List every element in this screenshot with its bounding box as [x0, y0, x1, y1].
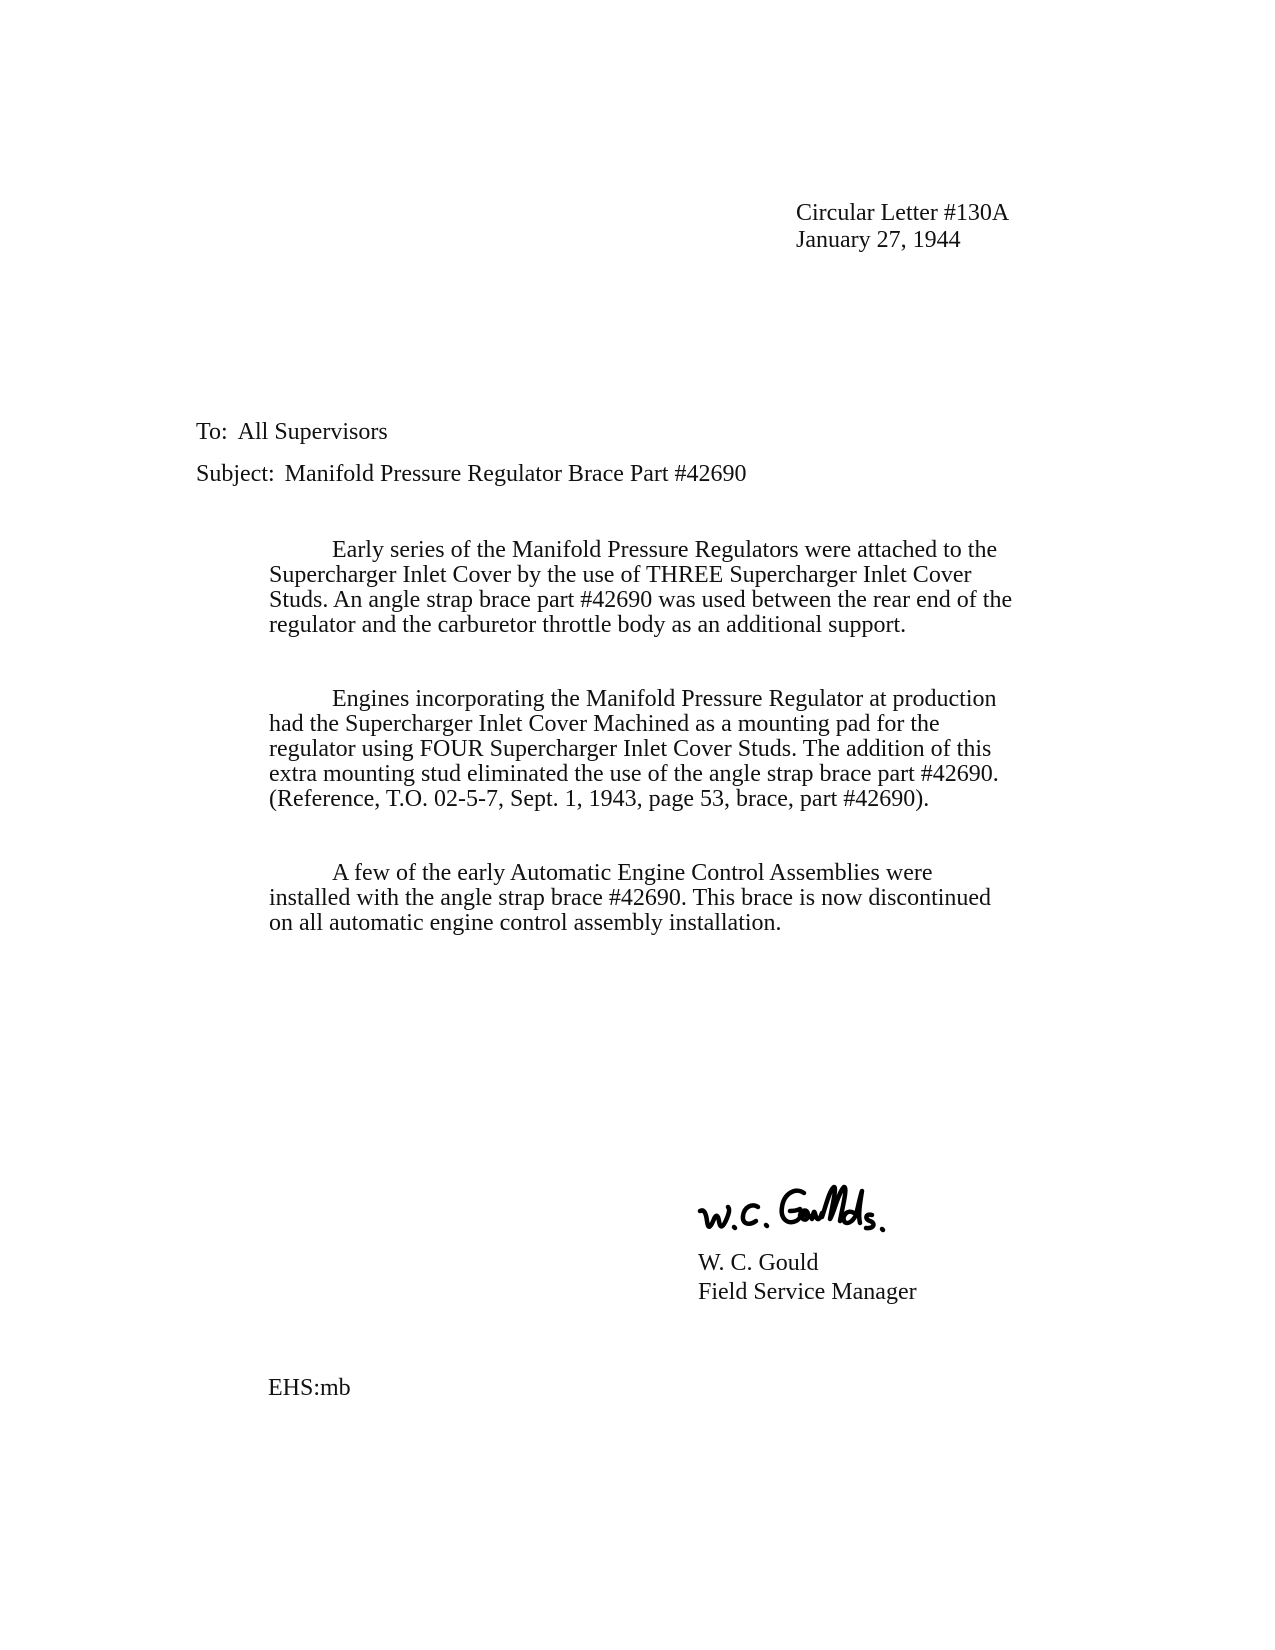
signer-block — [698, 1249, 917, 1307]
signer-name: W. C. Gould — [698, 1250, 819, 1276]
to-label: To: — [196, 419, 228, 445]
subject-label: Subject: — [196, 461, 275, 487]
signer-title: Field Service Manager — [698, 1279, 917, 1305]
body-paragraph-2: Engines incorporating the Manifold Pressure Regulator at production had the Supercharger Inlet Cover Machined as a mounting pad for the regulator using FOUR Supercharger Inlet Cover Studs. The addition of this extra mounting stud eliminated the use of the angle strap brace part #42690. (Reference, T.O. 02-5-7, Sept. 1, 1943, page 53, brace, part #42690). — [269, 686, 999, 812]
subject-value: Manifold Pressure Regulator Brace Part #42690 — [284, 461, 747, 487]
to-line — [196, 419, 388, 446]
letter-number: Circular Letter #130A — [796, 200, 1010, 226]
body-paragraph-3: A few of the early Automatic Engine Control Assemblies were installed with the angle strap brace #42690. This brace is now discontinued on all automatic engine control assembly installation. — [269, 860, 992, 936]
handwritten-signature — [696, 1183, 916, 1243]
to-value: All Supervisors — [237, 419, 388, 445]
typist-initials: EHS:mb — [268, 1375, 351, 1401]
letter-header — [796, 200, 1009, 254]
letter-date: January 27, 1944 — [796, 227, 961, 253]
subject-line — [196, 461, 747, 488]
body-paragraph-1: Early series of the Manifold Pressure Regulators were attached to the Supercharger Inlet Cover by the use of THREE Supercharger Inlet Cover Studs. An angle strap brace part #42690 was used between the rear end of the regulator and the carburetor throttle body as an additional support. — [269, 537, 1013, 638]
